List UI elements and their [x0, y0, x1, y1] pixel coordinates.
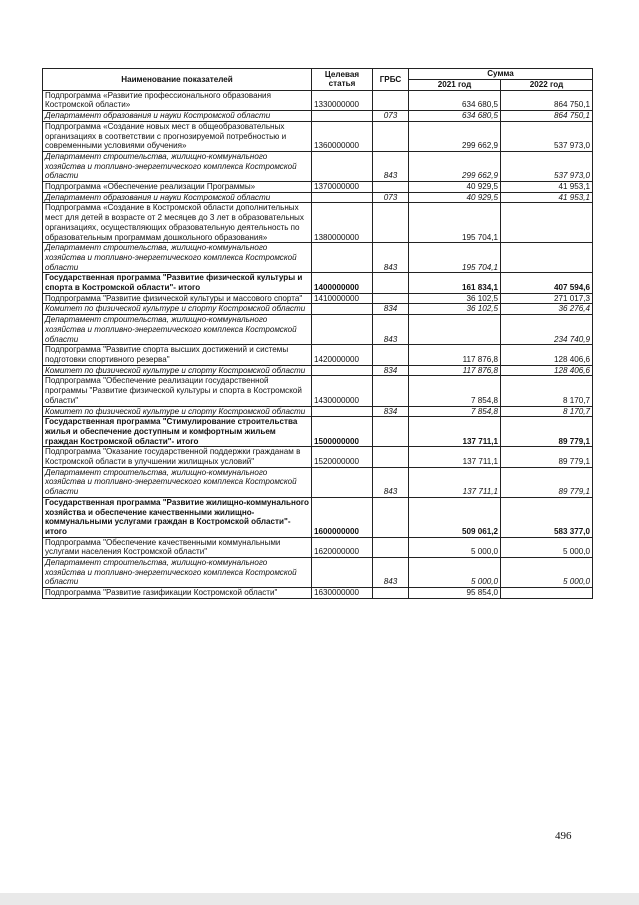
row-2021-cell: 5 000,0: [409, 558, 501, 588]
row-grbs-cell: 843: [373, 558, 409, 588]
row-2022-cell: 537 973,0: [501, 121, 593, 151]
row-2022-cell: [501, 588, 593, 599]
department-row: [43, 406, 593, 417]
row-2021-cell: 40 929,5: [409, 182, 501, 193]
header-2021: 2021 год: [409, 80, 501, 91]
row-name-cell: Подпрограмма "Обеспечение реализации государственной программы "Развитие физической культуры и спорта в Костромской области": [43, 376, 312, 406]
subprogram-row: [43, 345, 593, 365]
row-name-cell: Подпрограмма "Оказание государственной поддержки гражданам в Костромской области в улучшении жилищных условий": [43, 447, 312, 467]
row-name-cell: Подпрограмма «Создание в Костромской области дополнительных мест для детей в возрасте от 2 месяцев до 3 лет в образовательных организациях, осуществляющих образовательную деятельность по образовательным программам дошкольного образования»: [43, 203, 312, 243]
row-name-cell: Подпрограмма "Обеспечение качественными коммунальными услугами населения Костромской области": [43, 537, 312, 557]
row-grbs-cell: 073: [373, 111, 409, 122]
row-2022-cell: [501, 243, 593, 273]
row-code-cell: [312, 192, 373, 203]
row-2022-cell: 407 594,6: [501, 273, 593, 293]
row-grbs-cell: 073: [373, 192, 409, 203]
table-body: [43, 90, 593, 598]
row-name-cell: Государственная программа "Развитие жилищно-коммунального хозяйства и обеспечение качественными жилищно-коммунальными услугами граждан в Костромской области"- итого: [43, 497, 312, 537]
row-2021-cell: 7 854,8: [409, 376, 501, 406]
row-2022-cell: 5 000,0: [501, 537, 593, 557]
department-row: [43, 243, 593, 273]
subprogram-row: [43, 90, 593, 110]
row-2022-cell: 8 170,7: [501, 406, 593, 417]
row-2021-cell: 195 704,1: [409, 243, 501, 273]
row-code-cell: 1600000000: [312, 497, 373, 537]
row-2021-cell: 36 102,5: [409, 304, 501, 315]
page-number: 496: [555, 830, 572, 842]
row-grbs-cell: 834: [373, 365, 409, 376]
row-code-cell: [312, 304, 373, 315]
row-name-cell: Департамент строительства, жилищно-коммунального хозяйства и топливно-энергетического комплекса Костромской области: [43, 243, 312, 273]
program-total-row: [43, 497, 593, 537]
row-code-cell: 1500000000: [312, 417, 373, 447]
row-2021-cell: 5 000,0: [409, 537, 501, 557]
row-grbs-cell: [373, 537, 409, 557]
header-grbs: ГРБС: [373, 69, 409, 91]
row-2022-cell: 41 953,1: [501, 192, 593, 203]
row-2022-cell: 234 740,9: [501, 315, 593, 345]
row-grbs-cell: 834: [373, 304, 409, 315]
department-row: [43, 558, 593, 588]
row-code-cell: [312, 365, 373, 376]
row-name-cell: Комитет по физической культуре и спорту Костромской области: [43, 365, 312, 376]
header-name: Наименование показателей: [43, 69, 312, 91]
row-2022-cell: 41 953,1: [501, 182, 593, 193]
row-code-cell: 1360000000: [312, 121, 373, 151]
department-row: [43, 304, 593, 315]
row-name-cell: Департамент строительства, жилищно-коммунального хозяйства и топливно-энергетического комплекса Костромской области: [43, 151, 312, 181]
row-grbs-cell: [373, 293, 409, 304]
row-grbs-cell: [373, 182, 409, 193]
row-code-cell: 1400000000: [312, 273, 373, 293]
row-2022-cell: 864 750,1: [501, 90, 593, 110]
row-grbs-cell: [373, 121, 409, 151]
department-row: [43, 315, 593, 345]
row-code-cell: [312, 467, 373, 497]
subprogram-row: [43, 182, 593, 193]
row-name-cell: Комитет по физической культуре и спорту Костромской области: [43, 304, 312, 315]
row-2021-cell: 117 876,8: [409, 345, 501, 365]
row-2021-cell: 299 662,9: [409, 151, 501, 181]
row-code-cell: [312, 315, 373, 345]
row-2021-cell: 137 711,1: [409, 467, 501, 497]
row-grbs-cell: 843: [373, 151, 409, 181]
row-2021-cell: 161 834,1: [409, 273, 501, 293]
row-name-cell: Департамент образования и науки Костромской области: [43, 192, 312, 203]
row-code-cell: [312, 111, 373, 122]
row-grbs-cell: 843: [373, 467, 409, 497]
row-code-cell: 1520000000: [312, 447, 373, 467]
program-total-row: [43, 417, 593, 447]
row-2022-cell: 537 973,0: [501, 151, 593, 181]
row-code-cell: [312, 151, 373, 181]
row-2021-cell: 117 876,8: [409, 365, 501, 376]
row-name-cell: Подпрограмма «Развитие профессионального образования Костромской области»: [43, 90, 312, 110]
subprogram-row: [43, 588, 593, 599]
row-grbs-cell: 843: [373, 243, 409, 273]
row-2022-cell: 36 276,4: [501, 304, 593, 315]
department-row: [43, 467, 593, 497]
row-2021-cell: 509 061,2: [409, 497, 501, 537]
department-row: [43, 151, 593, 181]
row-2021-cell: 634 680,5: [409, 90, 501, 110]
row-grbs-cell: 834: [373, 406, 409, 417]
row-name-cell: Государственная программа "Развитие физической культуры и спорта в Костромской области"- итого: [43, 273, 312, 293]
row-2022-cell: 89 779,1: [501, 447, 593, 467]
row-name-cell: Подпрограмма "Развитие спорта высших достижений и системы подготовки спортивного резерва": [43, 345, 312, 365]
row-grbs-cell: [373, 417, 409, 447]
row-code-cell: 1330000000: [312, 90, 373, 110]
row-2022-cell: 89 779,1: [501, 417, 593, 447]
row-2022-cell: 583 377,0: [501, 497, 593, 537]
row-name-cell: Департамент строительства, жилищно-коммунального хозяйства и топливно-энергетического комплекса Костромской области: [43, 467, 312, 497]
row-2021-cell: 137 711,1: [409, 447, 501, 467]
row-2021-cell: 137 711,1: [409, 417, 501, 447]
header-2022: 2022 год: [501, 80, 593, 91]
row-2022-cell: 8 170,7: [501, 376, 593, 406]
program-total-row: [43, 273, 593, 293]
row-grbs-cell: 843: [373, 315, 409, 345]
row-grbs-cell: [373, 273, 409, 293]
row-name-cell: Комитет по физической культуре и спорту Костромской области: [43, 406, 312, 417]
row-2021-cell: 36 102,5: [409, 293, 501, 304]
row-grbs-cell: [373, 203, 409, 243]
row-2022-cell: 128 406,6: [501, 345, 593, 365]
row-2022-cell: [501, 203, 593, 243]
row-grbs-cell: [373, 376, 409, 406]
row-2021-cell: 195 704,1: [409, 203, 501, 243]
row-2021-cell: 7 854,8: [409, 406, 501, 417]
row-grbs-cell: [373, 345, 409, 365]
department-row: [43, 192, 593, 203]
row-2021-cell: 40 929,5: [409, 192, 501, 203]
row-2022-cell: 89 779,1: [501, 467, 593, 497]
row-code-cell: 1410000000: [312, 293, 373, 304]
subprogram-row: [43, 293, 593, 304]
row-code-cell: 1430000000: [312, 376, 373, 406]
row-name-cell: Подпрограмма "Развитие газификации Костромской области": [43, 588, 312, 599]
row-code-cell: 1370000000: [312, 182, 373, 193]
budget-table-container: [42, 68, 592, 599]
row-2021-cell: 299 662,9: [409, 121, 501, 151]
row-name-cell: Государственная программа "Стимулирование строительства жилья и обеспечение доступным и комфортным жильем граждан Костромской области"- итого: [43, 417, 312, 447]
header-code: Целевая статья: [312, 69, 373, 91]
header-sum: Сумма: [409, 69, 593, 80]
row-2022-cell: 128 406,6: [501, 365, 593, 376]
scan-edge: [0, 893, 639, 905]
row-code-cell: [312, 558, 373, 588]
row-code-cell: 1420000000: [312, 345, 373, 365]
department-row: [43, 111, 593, 122]
row-grbs-cell: [373, 447, 409, 467]
row-grbs-cell: [373, 497, 409, 537]
row-code-cell: 1380000000: [312, 203, 373, 243]
subprogram-row: [43, 203, 593, 243]
row-2022-cell: 864 750,1: [501, 111, 593, 122]
row-grbs-cell: [373, 588, 409, 599]
department-row: [43, 365, 593, 376]
subprogram-row: [43, 537, 593, 557]
row-code-cell: [312, 406, 373, 417]
table-header: [43, 69, 593, 91]
row-2021-cell: 95 854,0: [409, 588, 501, 599]
row-name-cell: Подпрограмма «Обеспечение реализации Программы»: [43, 182, 312, 193]
row-code-cell: [312, 243, 373, 273]
row-name-cell: Департамент образования и науки Костромской области: [43, 111, 312, 122]
row-2021-cell: [409, 315, 501, 345]
budget-table: [42, 68, 593, 599]
subprogram-row: [43, 376, 593, 406]
row-name-cell: Департамент строительства, жилищно-коммунального хозяйства и топливно-энергетического комплекса Костромской области: [43, 558, 312, 588]
row-name-cell: Подпрограмма «Создание новых мест в общеобразовательных организациях в соответствии с прогнозируемой потребностью и современными условиями обучения»: [43, 121, 312, 151]
row-code-cell: 1620000000: [312, 537, 373, 557]
row-2022-cell: 5 000,0: [501, 558, 593, 588]
subprogram-row: [43, 121, 593, 151]
row-2021-cell: 634 680,5: [409, 111, 501, 122]
subprogram-row: [43, 447, 593, 467]
row-grbs-cell: [373, 90, 409, 110]
row-2022-cell: 271 017,3: [501, 293, 593, 304]
row-name-cell: Департамент строительства, жилищно-коммунального хозяйства и топливно-энергетического комплекса Костромской области: [43, 315, 312, 345]
row-code-cell: 1630000000: [312, 588, 373, 599]
row-name-cell: Подпрограмма "Развитие физической культуры и массового спорта": [43, 293, 312, 304]
